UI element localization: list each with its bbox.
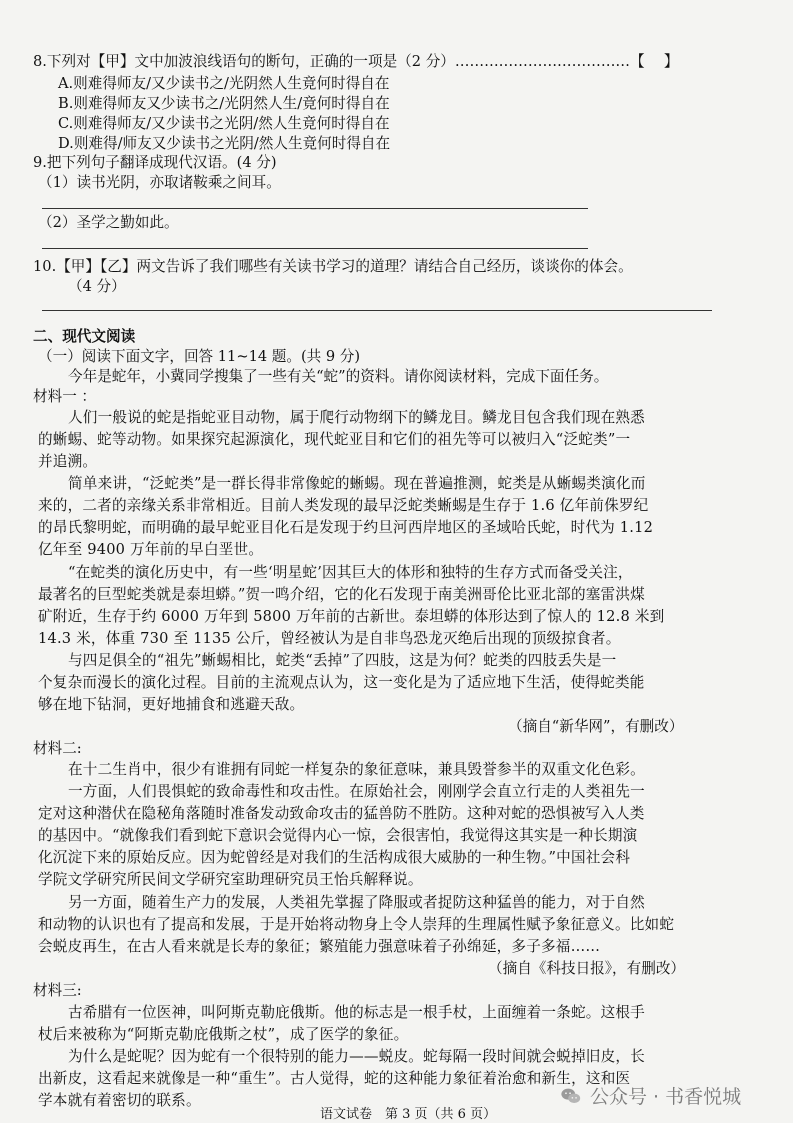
material-1-source: （摘自“新华网”，有删改） [508,718,684,735]
q8-stem: 8.下列对【甲】文中加波浪线语句的断句，正确的一项是（2 分）………………………………【 】 [33,53,679,70]
q9-sentence-2: （2）圣学之勤如此。 [38,214,179,231]
material-1-line: 简单来讲，“泛蛇类”是一群长得非常像蛇的蜥蜴。现在普遍推测，蛇类是从蜥蜴类演化而 [68,475,646,492]
wechat-icon [560,1085,582,1107]
material-1-line: “在蛇类的演化历史中，有一些‘明星蛇’因其巨大的体形和独特的生存方式而备受关注， [68,564,633,581]
material-3-line: 学本就有着密切的联系。 [38,1092,201,1109]
material-3-label: 材料三: [33,982,82,999]
section-subtitle: （一）阅读下面文字，回答 11~14 题。(共 9 分) [38,348,361,365]
watermark [560,1082,741,1109]
material-2-line: 在十二生肖中，很少有谁拥有同蛇一样复杂的象征意味，兼具毁誉参半的双重文化色彩。 [68,761,645,778]
q8-option-c: C.则难得师友/又少读书之光阴/然人生竟何时得自在 [58,115,390,132]
material-1-line: 并追溯。 [38,453,98,470]
material-1-line: 人们一般说的蛇是指蛇亚目动物，属于爬行动物纲下的鳞龙目。鳞龙目包含我们现在熟悉 [68,409,645,426]
q8-option-d: D.则难得/师友又少读书之光阴/然人生竟何时得自在 [58,135,391,152]
section-intro: 今年是蛇年，小冀同学搜集了一些有关“蛇”的资料。请你阅读材料，完成下面任务。 [68,368,609,385]
material-1-line: 的蜥蜴、蛇等动物。如果探究起源演化，现代蛇亚目和它们的祖先等可以被归入“泛蛇类”一 [38,431,631,448]
q10-answer-line[interactable] [42,310,712,311]
page-footer: 语文试卷 第 3 页（共 6 页） [320,1107,497,1122]
material-1-line: 矿附近，生存于约 6000 万年到 5800 万年前的古新世。泰坦蟒的体形达到了惊人的 12.8 米到 [38,608,665,625]
material-1-line: 的昂氏黎明蛇，而明确的最早蛇亚目化石是发现于约旦河西岸地区的圣域哈氏蛇，时代为 1.12 [38,519,654,536]
q9-sentence-1: （1）读书光阴，亦取诸鞍乘之间耳。 [38,174,281,191]
watermark-text: 公众号 · 书香悦城 [590,1086,742,1108]
material-1-line: 与四足俱全的“祖先”蜥蜴相比，蛇类“丢掉”了四肢，这是为何？蛇类的四肢丢失是一 [68,652,617,669]
material-1-line: 够在地下钻洞，更好地捕食和逃避天敌。 [38,696,305,713]
q9-answer-line-1[interactable] [42,208,588,209]
section-title: 二、现代文阅读 [33,328,136,345]
q10-stem: 10.【甲】【乙】两文告诉了我们哪些有关读书学习的道理？请结合自己经历，谈谈你的体会。 [33,258,633,275]
material-2-line: 另一方面，随着生产力的发展，人类祖先掌握了降服或者捉防这种猛兽的能力，对于自然 [68,894,645,911]
material-1-line: 14.3 米，体重 730 至 1135 公斤，曾经被认为是自非鸟恐龙灭绝后出现的顶级掠食者。 [38,630,621,647]
q8-option-b: B.则难得师友又少读书之/光阴然人生/竟何时得自在 [58,95,390,112]
q9-answer-line-2[interactable] [42,248,588,249]
material-2-label: 材料二: [33,740,82,757]
material-2-line: 学院文学研究所民间文学研究室助理研究员王怡兵解释说。 [38,871,423,888]
q8-option-a: A.则难得师友/又少读书之/光阴然人生竟何时得自在 [58,75,390,92]
material-3-line: 出新皮，这看起来就像是一种“重生”。古人觉得，蛇的这种能力象征着治愈和新生，这和医 [38,1070,631,1087]
material-1-label: 材料一 ： [33,388,97,405]
material-2-line: 和动物的认识也有了提高和发展，于是开始将动物身上令人崇拜的生理属性赋予象征意义。比如蛇 [38,916,675,933]
material-3-line: 为什么是蛇呢？因为蛇有一个很特别的能力——蜕皮。蛇每隔一段时间就会蜕掉旧皮，长 [68,1048,645,1065]
material-2-line: 的基因中。“就像我们看到蛇下意识会觉得内心一惊，会很害怕，我觉得这其实是一种长期演 [38,827,638,844]
q10-score: （4 分） [68,278,126,295]
material-2-line: 会蜕皮再生，在古人看来就是长寿的象征；繁殖能力强意味着子孙绵延，多子多福…… [38,938,601,955]
material-2-source: （摘自《科技日报》，有删改） [488,960,686,977]
material-2-line: 定对这种潜伏在隐秘角落随时准备发动致命攻击的猛兽防不胜防。这种对蛇的恐惧被写入人类 [38,805,645,822]
material-1-line: 最著名的巨型蛇类就是泰坦蟒。”贺一鸣介绍，它的化石发现于南美洲哥伦比亚北部的塞雷洪煤 [38,586,645,603]
material-1-line: 亿年至 9400 万年前的早白垩世。 [38,541,264,558]
material-1-line: 个复杂而漫长的演化过程。目前的主流观点认为，这一变化是为了适应地下生活，使得蛇类能 [38,674,645,691]
material-3-line: 杖后来被称为“阿斯克勒庇俄斯之杖”，成了医学的象征。 [38,1026,409,1043]
q9-stem: 9.把下列句子翻译成现代汉语。(4 分) [33,154,277,171]
material-2-line: 一方面，人们畏惧蛇的致命毒性和攻击性。在原始社会，刚刚学会直立行走的人类祖先一 [68,783,645,800]
material-1-line: 来的，二者的亲缘关系非常相近。目前人类发现的最早泛蛇类蜥蜴是生存于 1.6 亿年前侏罗纪 [38,497,649,514]
material-3-line: 古希腊有一位医神，叫阿斯克勒庇俄斯。他的标志是一根手杖，上面缠着一条蛇。这根手 [68,1004,645,1021]
material-2-line: 化沉淀下来的原始反应。因为蛇曾经是对我们的生活构成很大威胁的一种生物。”中国社会科 [38,849,631,866]
